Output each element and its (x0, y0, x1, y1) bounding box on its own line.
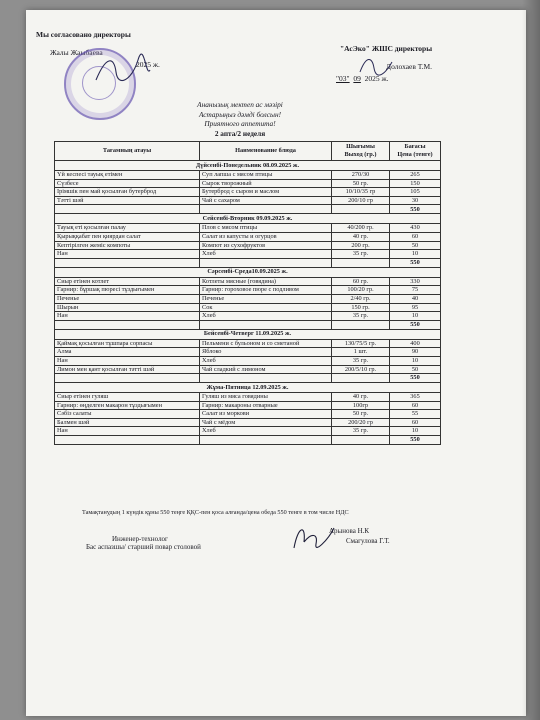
header-name-ru: Наименование блюда (200, 142, 332, 161)
dish-name-kz: Сүзбесе (55, 179, 200, 188)
dish-name-ru: Котлеты мясные (говядина) (200, 277, 332, 286)
table-row (55, 188, 441, 197)
dish-name-kz: Үй кеспесі тауық етімен (55, 171, 200, 180)
dish-price: 50 (390, 241, 441, 250)
signature-left (92, 50, 152, 90)
dish-name-ru: Бутерброд с сыром и маслом (200, 188, 332, 197)
empty-cell (332, 436, 390, 445)
day-title: Бейсенбі-Четверг 11.09.2025 ж. (55, 329, 441, 339)
dish-name-ru: Гарнир: макароны отварные (200, 401, 332, 410)
day-total-row (55, 258, 441, 267)
empty-cell (55, 374, 200, 383)
dish-name-ru: Гуляш из мяса говядины (200, 393, 332, 402)
dish-price: 430 (390, 224, 441, 233)
dish-price: 55 (390, 410, 441, 419)
dish-name-ru: Салат из капусты и огурцов (200, 232, 332, 241)
table-row (55, 348, 441, 357)
greeting-line-1: Ананызық мектеп ас мәзірі (197, 100, 283, 109)
day-total-row (55, 436, 441, 445)
dish-yield: 60 гр. (332, 277, 390, 286)
dish-name-ru: Хлеб (200, 427, 332, 436)
empty-cell (200, 258, 332, 267)
dish-name-kz: Тәтті шәй (55, 196, 200, 205)
cook-label: Бас аспазшы/ старший повар столовой (86, 543, 201, 551)
dish-name-ru: Суп лапша с мясом птицы (200, 171, 332, 180)
empty-cell (55, 320, 200, 329)
dish-name-kz: Нан (55, 356, 200, 365)
empty-cell (200, 320, 332, 329)
dish-name-ru: Сок (200, 303, 332, 312)
dish-name-ru: Чай сладкий с лимоном (200, 365, 332, 374)
table-row (55, 224, 441, 233)
empty-cell (55, 258, 200, 267)
dish-yield: 35 гр. (332, 312, 390, 321)
dish-name-kz: Лимон мен қант қосылған тәтті шәй (55, 365, 200, 374)
dish-name-kz: Гарнир: өңделген макарон тұздығымен (55, 401, 200, 410)
dish-yield: 200/5/10 гр. (332, 365, 390, 374)
menu-greeting (90, 100, 390, 138)
dish-name-ru: Сырок творожный (200, 179, 332, 188)
dish-yield: 35 гр. (332, 250, 390, 259)
dish-name-ru: Хлеб (200, 356, 332, 365)
dish-name-ru: Хлеб (200, 312, 332, 321)
table-row (55, 196, 441, 205)
approval-right-title: "АсЭко" ЖШС директоры (340, 44, 433, 53)
table-header-row (55, 142, 441, 161)
dish-name-kz: Балмен шәй (55, 418, 200, 427)
dish-name-kz: Қаймақ қосылған тұшпара сорпасы (55, 339, 200, 348)
day-total-row (55, 320, 441, 329)
page-edge-shadow (522, 0, 540, 720)
table-row (55, 303, 441, 312)
dish-price: 265 (390, 171, 441, 180)
approval-year: 2025 ж. (364, 74, 389, 83)
day-header-row (55, 267, 441, 277)
table-row (55, 418, 441, 427)
dish-name-kz: Печенье (55, 294, 200, 303)
dish-price: 10 (390, 312, 441, 321)
day-total: 550 (390, 320, 441, 329)
dish-name-ru: Яблоко (200, 348, 332, 357)
dish-name-kz: Нан (55, 250, 200, 259)
approval-day: "03" (336, 74, 350, 83)
empty-cell (200, 374, 332, 383)
greeting-line-2: Астарыңыз дәмді болсын! (198, 109, 282, 119)
table-row (55, 356, 441, 365)
day-title: Дүйсенбі-Понедельник 08.09.2025 ж. (55, 161, 441, 171)
empty-cell (55, 436, 200, 445)
dish-yield: 10/10/35 гр (332, 188, 390, 197)
dish-yield: 130/75/5 гр. (332, 339, 390, 348)
day-title: Сейсенбі-Вторник 09.09.2025 ж. (55, 214, 441, 224)
dish-name-ru: Салат из моркови (200, 410, 332, 419)
dish-price: 365 (390, 393, 441, 402)
table-row (55, 179, 441, 188)
table-row (55, 286, 441, 295)
dish-name-kz: Қырыққабат пен қиярдан салат (55, 232, 200, 241)
empty-cell (55, 205, 200, 214)
dish-yield: 50 гр. (332, 410, 390, 419)
day-total: 550 (390, 436, 441, 445)
approval-month: 09 (353, 74, 361, 83)
dish-name-ru: Хлеб (200, 250, 332, 259)
dish-name-kz: Сиыр етінен котлет (55, 277, 200, 286)
dish-price: 60 (390, 232, 441, 241)
dish-name-kz: Алма (55, 348, 200, 357)
empty-cell (200, 205, 332, 214)
dish-name-kz: Сәбіз салаты (55, 410, 200, 419)
dish-name-kz: Тауық еті қосылған палау (55, 224, 200, 233)
day-total: 550 (390, 374, 441, 383)
table-row (55, 277, 441, 286)
dish-price: 10 (390, 427, 441, 436)
dish-name-ru: Гарнир: гороховое пюре с подливом (200, 286, 332, 295)
dish-yield: 150 гр. (332, 303, 390, 312)
table-row (55, 401, 441, 410)
dish-price: 40 (390, 294, 441, 303)
dish-price: 330 (390, 277, 441, 286)
dish-name-ru: Пельмени с бульоном и со сметаной (200, 339, 332, 348)
dish-name-ru: Печенье (200, 294, 332, 303)
dish-name-ru: Чай с мёдом (200, 418, 332, 427)
empty-cell (332, 258, 390, 267)
day-title: Жұма-Пятница 12.09.2025 ж. (55, 383, 441, 393)
greeting-line-3: Приятного аппетита! (204, 119, 276, 129)
day-title: Сәрсенбі-Среда10.09.2025 ж. (55, 267, 441, 277)
dish-yield: 1 шт. (332, 348, 390, 357)
table-row (55, 312, 441, 321)
signature-right (356, 54, 396, 80)
dish-name-kz: Ірімшік пен май қосылған бутерброд (55, 188, 200, 197)
dish-yield: 40 гр. (332, 393, 390, 402)
dish-yield: 2/40 гр. (332, 294, 390, 303)
table-row (55, 365, 441, 374)
header-yield: Шығымы Выход (гр.) (332, 142, 390, 161)
dish-price: 50 (390, 365, 441, 374)
tech-label: Инженер-технолог (112, 535, 168, 543)
dish-price: 10 (390, 356, 441, 365)
dish-yield: 270/30 (332, 171, 390, 180)
dish-name-kz: Шырын (55, 303, 200, 312)
dish-yield: 200/20 гр (332, 418, 390, 427)
dish-price: 95 (390, 303, 441, 312)
day-total-row (55, 374, 441, 383)
tech-name: Арынова Н.К (329, 527, 370, 535)
approval-left-title: Мы согласовано директоры (36, 30, 131, 39)
day-total-row (55, 205, 441, 214)
dish-name-kz: Гарнир: бұршақ пюресі тұздығымен (55, 286, 200, 295)
dish-yield: 40 гр. (332, 232, 390, 241)
day-total: 550 (390, 205, 441, 214)
dish-yield: 35 гр. (332, 356, 390, 365)
dish-price: 30 (390, 196, 441, 205)
dish-name-ru: Плов с мясом птицы (200, 224, 332, 233)
day-header-row (55, 214, 441, 224)
dish-name-kz: Сиыр етінен гуляш (55, 393, 200, 402)
dish-price: 10 (390, 250, 441, 259)
dish-name-kz: Кептірілген жеміс компоты (55, 241, 200, 250)
menu-table (54, 141, 441, 445)
dish-name-kz: Нан (55, 427, 200, 436)
table-row (55, 410, 441, 419)
approval-left-name: Жалы Жаыбаева (50, 48, 103, 57)
header-price: Бағасы Цена (тенге) (390, 142, 441, 161)
empty-cell (332, 320, 390, 329)
table-row (55, 339, 441, 348)
empty-cell (200, 436, 332, 445)
header-name-kz: Тағамның атауы (55, 142, 200, 161)
day-header-row (55, 383, 441, 393)
table-row (55, 250, 441, 259)
greeting-week: 2 апта/2 неделя (214, 128, 266, 138)
dish-yield: 100гр (332, 401, 390, 410)
day-header-row (55, 329, 441, 339)
dish-price: 75 (390, 286, 441, 295)
table-row (55, 232, 441, 241)
cook-name: Смагулова Г.Т. (346, 537, 390, 545)
dish-name-ru: Чай с сахаром (200, 196, 332, 205)
dish-yield: 200 гр. (332, 241, 390, 250)
dish-price: 150 (390, 179, 441, 188)
empty-cell (332, 205, 390, 214)
table-row (55, 294, 441, 303)
table-row (55, 241, 441, 250)
dish-yield: 35 гр. (332, 427, 390, 436)
dish-price: 90 (390, 348, 441, 357)
signature-footer (288, 522, 338, 554)
dish-yield: 50 гр. (332, 179, 390, 188)
table-row (55, 171, 441, 180)
dish-price: 400 (390, 339, 441, 348)
dish-name-ru: Компот из сухофруктов (200, 241, 332, 250)
approval-left-date: 2025 ж. (136, 60, 160, 69)
table-row (55, 393, 441, 402)
empty-cell (332, 374, 390, 383)
dish-name-kz: Нан (55, 312, 200, 321)
dish-yield: 200/10 гр (332, 196, 390, 205)
price-note: Тамақтанудың 1 күндік құны 550 теңге ҚҚС-пен қоса алғанда/цена обеда 550 тенге в том числе НДС (82, 509, 349, 516)
dish-price: 60 (390, 401, 441, 410)
dish-price: 105 (390, 188, 441, 197)
dish-price: 60 (390, 418, 441, 427)
dish-yield: 100/20 гр. (332, 286, 390, 295)
day-total: 550 (390, 258, 441, 267)
day-header-row (55, 161, 441, 171)
menu-table-body (55, 161, 441, 445)
table-row (55, 427, 441, 436)
approval-right-name: Долохаев Т.М. (386, 62, 433, 71)
dish-yield: 40/200 гр. (332, 224, 390, 233)
